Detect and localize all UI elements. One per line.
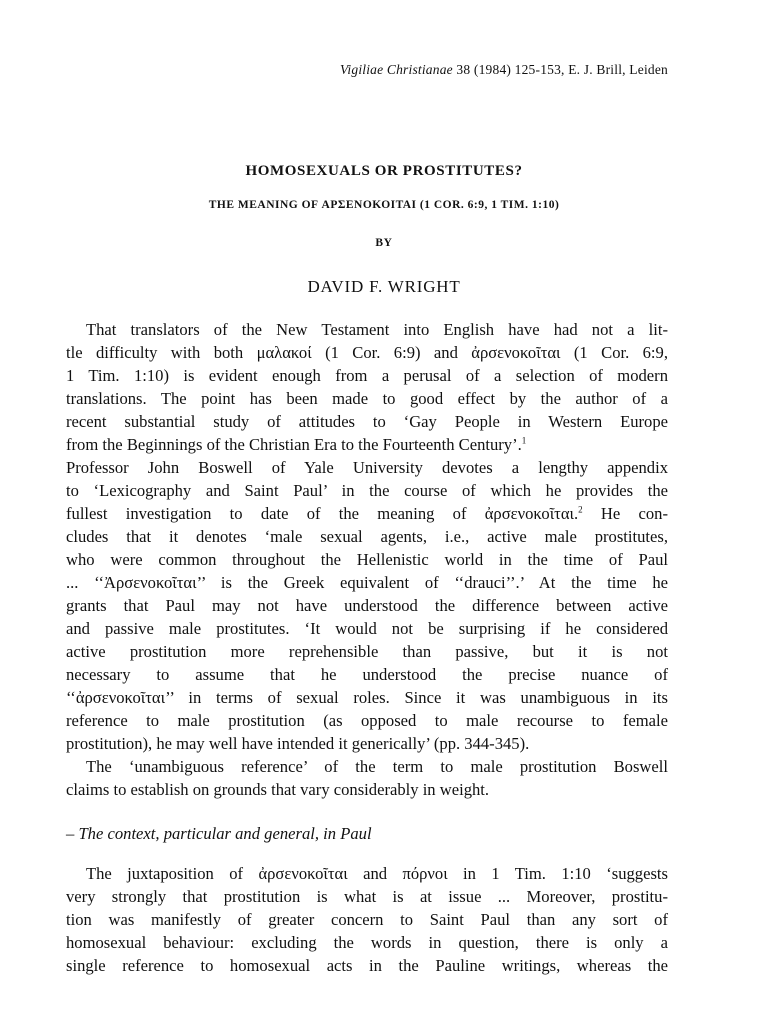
- body-line: ‘‘ἀρσενοκοῖται’’ in terms of sexual roles. Since it was unambiguous in its: [66, 688, 668, 707]
- body-line: claims to establish on grounds that vary considerably in weight.: [66, 780, 490, 799]
- article-title: HOMOSEXUALS OR PROSTITUTES?: [245, 163, 523, 179]
- body-text: He con-: [582, 504, 668, 523]
- body-line: The ‘unambiguous reference’ of the term to male prostitution Boswell: [86, 757, 668, 776]
- body-line: Professor John Boswell of Yale University devotes a lengthy appendix: [66, 458, 668, 477]
- body-line: reference to male prostitution (as opposed to male recourse to female: [66, 711, 668, 730]
- body-line: tle difficulty with both μαλακοί (1 Cor. 6:9) and ἀρσενοκοῖται (1 Cor. 6:9,: [66, 343, 668, 362]
- byline: BY: [375, 237, 393, 249]
- body-line: translations. The point has been made to good effect by the author of a: [66, 389, 668, 408]
- body-line: tion was manifestly of greater concern to Saint Paul than any sort of: [66, 910, 668, 929]
- journal-citation: [120, 62, 668, 78]
- section-heading: – The context, particular and general, in Paul: [66, 824, 372, 843]
- body-line: necessary to assume that he understood the precise nuance of: [66, 665, 668, 684]
- body-line: prostitution), he may well have intended it generically’ (pp. 344-345).: [66, 734, 530, 753]
- body-line: [66, 433, 668, 456]
- body-line: ... ‘‘Ἀρσενοκοῖται’’ is the Greek equivalent of ‘‘drauci’’.’ At the time he: [66, 573, 668, 592]
- body-line: grants that Paul may not have understood the difference between active: [66, 596, 668, 615]
- body-line: The juxtaposition of ἀρσενοκοῖται and πόρνοι in 1 Tim. 1:10 ‘suggests: [86, 864, 668, 883]
- body-line: and passive male prostitutes. ‘It would not be surprising if he considered: [66, 619, 668, 638]
- body-line: [66, 502, 668, 525]
- journal-info: 38 (1984) 125-153, E. J. Brill, Leiden: [452, 62, 668, 77]
- body-text: fullest investigation to date of the meaning of ἀρσενοκοῖται.: [66, 504, 579, 523]
- author-name: DAVID F. WRIGHT: [307, 277, 461, 296]
- footnote-marker: 2: [578, 504, 583, 515]
- body-line: active prostitution more reprehensible than passive, but it is not: [66, 642, 668, 661]
- footnote-marker: 1: [521, 435, 527, 446]
- body-line: That translators of the New Testament into English have had not a lit-: [86, 320, 668, 339]
- body-line: who were common throughout the Hellenistic world in the time of Paul: [66, 550, 668, 569]
- body-line: cludes that it denotes ‘male sexual agents, i.e., active male prostitutes,: [66, 527, 668, 546]
- body-text: from the Beginnings of the Christian Era to the Fourteenth Century’.: [66, 435, 522, 454]
- body-line: to ‘Lexicography and Saint Paul’ in the course of which he provides the: [66, 481, 668, 500]
- body-line: single reference to homosexual acts in the Pauline writings, whereas the: [66, 956, 668, 975]
- body-line: recent substantial study of attitudes to ‘Gay People in Western Europe: [66, 412, 668, 431]
- body-line: homosexual behaviour: excluding the words in question, there is only a: [66, 933, 668, 952]
- body-line: 1 Tim. 1:10) is evident enough from a perusal of a selection of modern: [66, 366, 668, 385]
- article-subtitle: THE MEANING OF ΑΡΣΕΝΟΚΟΙΤΑΙ (1 COR. 6:9, 1 TIM. 1:10): [208, 199, 560, 211]
- body-line: very strongly that prostitution is what is at issue ... Moreover, prostitu-: [66, 887, 668, 906]
- journal-title: Vigiliae Christianae: [339, 62, 453, 77]
